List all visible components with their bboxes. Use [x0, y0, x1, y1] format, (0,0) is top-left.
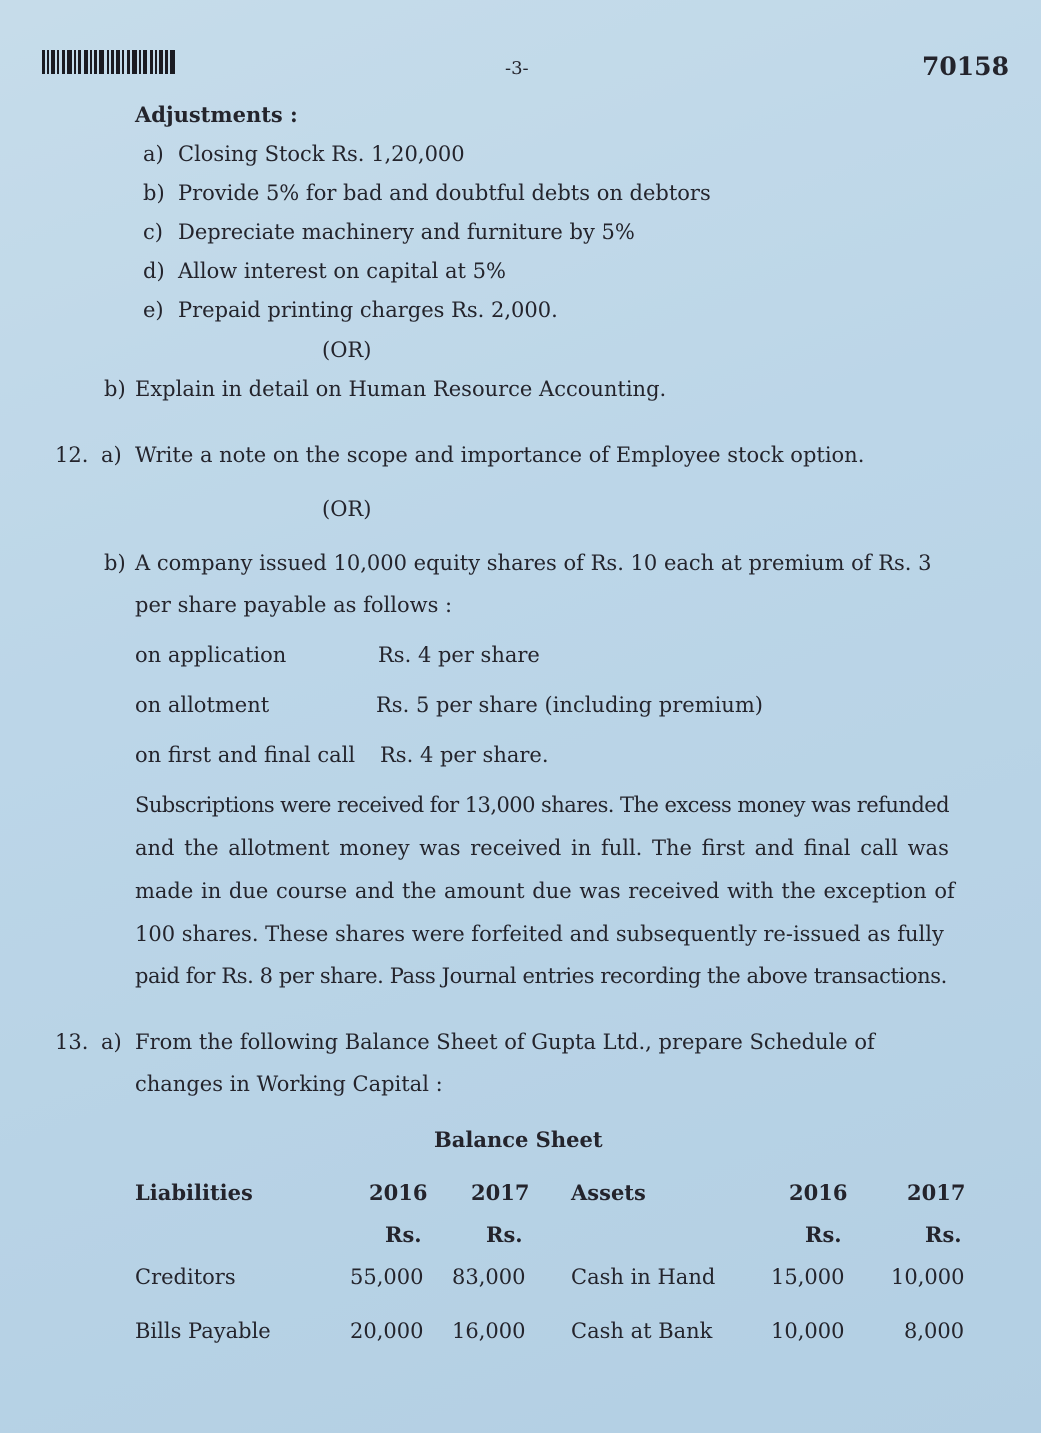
table-cell-liability: Creditors — [135, 1265, 236, 1289]
question-text: Explain in detail on Human Resource Accounting. — [135, 377, 667, 401]
paragraph-line: paid for Rs. 8 per share. Pass Journal entries recording the above transactions. — [135, 964, 947, 988]
table-cell-amount: 10,000 — [771, 1319, 845, 1343]
table-cell-amount: 15,000 — [771, 1265, 845, 1289]
or-separator: (OR) — [322, 497, 372, 521]
question-label: a) — [101, 443, 122, 467]
adjustment-label: e) — [143, 298, 164, 322]
question-label: b) — [104, 377, 126, 401]
table-cell-asset: Cash at Bank — [571, 1319, 713, 1343]
col-header-2017: 2017 — [907, 1180, 966, 1205]
schedule-amount: Rs. 4 per share — [378, 643, 540, 667]
question-text: From the following Balance Sheet of Gupta Ltd., prepare Schedule of — [135, 1030, 875, 1054]
schedule-term: on allotment — [135, 693, 270, 717]
table-cell-liability: Bills Payable — [135, 1319, 271, 1343]
schedule-term: on application — [135, 643, 287, 667]
barcode — [42, 50, 196, 74]
table-cell-amount: 10,000 — [891, 1265, 965, 1289]
adjustment-text: Allow interest on capital at 5% — [178, 259, 506, 283]
adjustment-text: Depreciate machinery and furniture by 5% — [178, 220, 635, 244]
adjustment-label: b) — [143, 181, 165, 205]
schedule-amount: Rs. 5 per share (including premium) — [376, 693, 763, 717]
question-text: changes in Working Capital : — [135, 1072, 443, 1096]
table-title: Balance Sheet — [434, 1127, 603, 1152]
col-header-liabilities: Liabilities — [135, 1180, 253, 1205]
question-text: A company issued 10,000 equity shares of Rs. 10 each at premium of Rs. 3 — [135, 551, 932, 575]
col-header-2016: 2016 — [369, 1180, 428, 1205]
col-header-2016: 2016 — [789, 1180, 848, 1205]
table-cell-amount: 55,000 — [350, 1265, 424, 1289]
schedule-amount: Rs. 4 per share. — [380, 743, 549, 767]
or-separator: (OR) — [322, 338, 372, 362]
adjustment-label: d) — [143, 259, 165, 283]
question-number: 12. — [55, 443, 89, 467]
adjustment-text: Prepaid printing charges Rs. 2,000. — [178, 298, 558, 322]
adjustment-text: Closing Stock Rs. 1,20,000 — [178, 142, 465, 166]
col-header-2017: 2017 — [471, 1180, 530, 1205]
unit-label: Rs. — [385, 1222, 422, 1247]
question-label: a) — [101, 1030, 122, 1054]
table-cell-amount: 20,000 — [350, 1319, 424, 1343]
adjustment-label: a) — [143, 142, 164, 166]
adjustments-heading: Adjustments : — [135, 102, 298, 127]
unit-label: Rs. — [486, 1222, 523, 1247]
adjustment-label: c) — [143, 220, 163, 244]
paragraph-line: 100 shares. These shares were forfeited and subsequently re-issued as fully — [135, 922, 944, 946]
adjustment-text: Provide 5% for bad and doubtful debts on debtors — [178, 181, 711, 205]
schedule-term: on first and final call — [135, 743, 356, 767]
question-label: b) — [104, 551, 126, 575]
page-number: -3- — [505, 58, 529, 79]
unit-label: Rs. — [925, 1222, 962, 1247]
question-text: Write a note on the scope and importance of Employee stock option. — [135, 443, 865, 467]
question-number: 13. — [55, 1030, 89, 1054]
paragraph-line: made in due course and the amount due was received with the exception of — [135, 879, 955, 903]
unit-label: Rs. — [805, 1222, 842, 1247]
table-cell-amount: 83,000 — [452, 1265, 526, 1289]
paragraph-line: and the allotment money was received in full. The first and final call was — [135, 836, 949, 860]
paragraph-line: Subscriptions were received for 13,000 shares. The excess money was refunded — [135, 793, 950, 817]
question-text: per share payable as follows : — [135, 593, 453, 617]
col-header-assets: Assets — [571, 1180, 646, 1205]
paper-code: 70158 — [922, 52, 1009, 81]
table-cell-amount: 8,000 — [904, 1319, 965, 1343]
table-cell-amount: 16,000 — [452, 1319, 526, 1343]
table-cell-asset: Cash in Hand — [571, 1265, 716, 1289]
